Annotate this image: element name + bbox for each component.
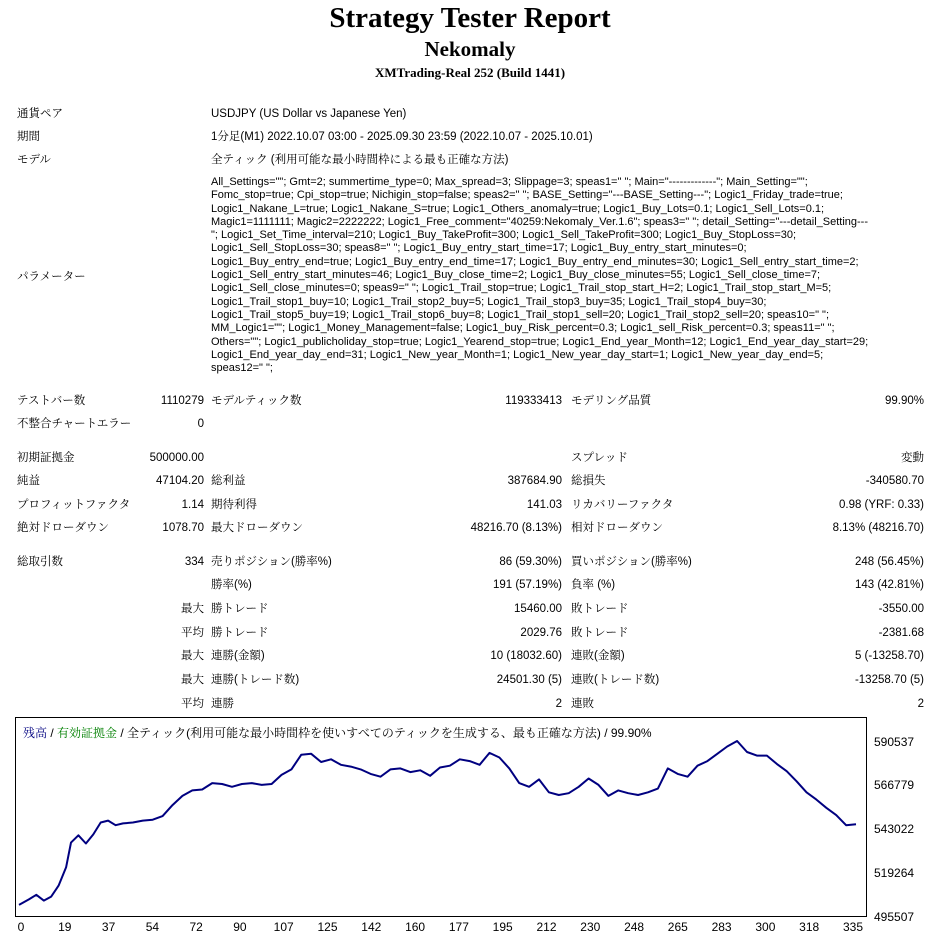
period-label: 期間 [17,131,40,143]
trades-label: 総取引数 [17,556,63,568]
max-win-label: 勝トレード [211,603,269,615]
y-tick-label: 566779 [874,778,915,792]
legend-model: / 全ティック(利用可能な最小時間枠を使いすべてのティックを生成する、最も正確な方法) / 99.90% [117,726,652,740]
gross-profit-label: 総利益 [211,475,246,487]
bars-value: 1110279 [160,395,204,407]
recovery-label: リカバリーファクタ [571,499,674,511]
x-tick-label: 0 [17,920,25,934]
long-value: 248 (56.45%) [854,556,924,568]
avg-consec-wins-label: 連勝 [211,698,234,710]
consec-wins-amt-value: 10 (18032.60) [490,650,562,662]
pair-label: 通貨ペア [17,108,63,120]
x-tick-label: 230 [580,920,601,934]
deposit-value: 500000.00 [149,452,204,464]
x-tick-label: 265 [667,920,688,934]
pf-value: 1.14 [181,499,204,511]
model-ticks-value: 119333413 [505,395,562,407]
max-prefix-2: 最大 [181,650,204,662]
x-tick-label: 335 [842,920,864,934]
consec-losses-amt-value: 5 (-13258.70) [854,650,924,662]
expected-value: 141.03 [526,499,562,511]
x-tick-label: 177 [448,920,469,934]
deposit-label: 初期証拠金 [17,452,75,464]
consec-loss-value: -13258.70 (5) [854,674,924,686]
params-label: パラメーター [17,271,86,283]
bars-label: テストバー数 [17,395,86,407]
spread-value: 変動 [901,452,924,464]
chart-plot [16,718,866,916]
consec-loss-label: 連敗(トレード数) [571,674,660,686]
abs-dd-value: 1078.70 [162,522,204,534]
period-value: 1分足(M1) 2022.10.07 03:00 - 2025.09.30 23:59 (2022.10.07 - 2025.10.01) [211,131,593,143]
avg-loss-label: 敗トレード [571,627,629,639]
model-label: モデル [17,154,51,166]
max-dd-label: 最大ドローダウン [211,522,303,534]
consec-losses-amt-label: 連敗(金額) [571,650,625,662]
balance-chart [15,717,867,917]
avg-win-label: 勝トレード [211,627,269,639]
recovery-value: 0.98 (YRF: 0.33) [838,499,924,511]
x-tick-label: 212 [536,920,557,934]
avg-prefix-1: 平均 [181,627,204,639]
max-win-value: 15460.00 [514,603,562,615]
y-tick-label: 543022 [874,822,915,836]
params-value: All_Settings=""; Gmt=2; summertime_type=0; Max_spread=3; Slippage=3; speas1=" "; Main="-------------"; Main_Setting=""; Fomc_stop=true; Cpi_stop=true; Nichigin_stop=false; speas2=" "; BASE_Setting="---BASE_Setting---"; Logic1_Friday_trade=true; Logic1_Nakane_L=true; Logic1_Nakane_S=true; Logic1_Others_anomaly=true; Logic1_Buy_Lots=0.1; Logic1_Sell_Lots=0.1; Magic1=1111111; Magic2=2222222; Logic1_Free_comment="40259:Nekomaly_Ver.1.6"; speas3=" "; detail_Setting="---detail_Setting--- "; Logic1_Set_Time_interval=210; Logic1_Buy_TakeProfit=300; Logic1_Sell_TakeProfit=300; Logic1_Buy_StopLoss=30; Logic1_Sell_StopLoss=30; speas8=" "; Logic1_Buy_entry_start_time=17; Logic1_Buy_entry_start_minutes=0; Logic1_Buy_entry_end=true; Logic1_Buy_entry_end_time=17; Logic1_Buy_entry_end_minutes=30; Logic1_Sell_entry_start_time=2; Logic1_Sell_entry_start_minutes=46; Logic1_Buy_close_time=2; Logic1_Buy_close_minutes=55; Logic1_Sell_close_time=7; Logic1_Sell_close_minutes=0; speas9=" "; Logic1_Trail_stop=true; Logic1_Trail_stop_start_H=2; Logic1_Trail_stop_start_M=5; Logic1_Trail_stop1_buy=10; Logic1_Trail_stop2_buy=5; Logic1_Trail_stop3_buy=35; Logic1_Trail_stop4_buy=30; Logic1_Trail_stop5_buy=19; Logic1_Trail_stop6_buy=8; Logic1_Trail_stop1_sell=20; Logic1_Trail_stop2_sell=20; speas10=" "; MM_Logic1=""; Logic1_Money_Management=false; Logic1_buy_Risk_percent=0.3; Logic1_sell_Risk_percent=0.3; speas11=" "; Others=""; Logic1_publicholiday_stop=true; Logic1_Yearend_stop=true; Logic1_End_year_Month=12; Logic1_End_year_day_start=29; Logic1_End_year_day_end=31; Logic1_New_year_Month=1; Logic1_New_year_day_start=1; Logic1_New_year_day_end=5; speas12=" "; [211,176,869,375]
x-tick-label: 107 [273,920,294,934]
x-tick-label: 125 [317,920,338,934]
rel-dd-value: 8.13% (48216.70) [832,522,924,534]
x-tick-label: 283 [711,920,732,934]
max-dd-value: 48216.70 (8.13%) [470,522,562,534]
expected-label: 期待利得 [211,499,257,511]
x-tick-label: 54 [145,920,160,934]
model-value: 全ティック (利用可能な最小時間枠による最も正確な方法) [211,154,509,166]
y-tick-label: 519264 [874,866,915,880]
quality-label: モデリング品質 [571,395,652,407]
win-rate-label: 勝率(%) [211,579,252,591]
max-prefix-1: 最大 [181,603,204,615]
legend-balance: 残高 [23,726,48,740]
long-label: 買いポジション(勝率%) [571,556,692,568]
x-tick-label: 90 [233,920,247,934]
gross-loss-label: 総損失 [571,475,606,487]
legend-equity: 有効証拠金 [57,726,118,740]
consec-profit-label: 連勝(トレード数) [211,674,300,686]
short-label: 売りポジション(勝率%) [211,556,332,568]
net-profit-value: 47104.20 [156,475,204,487]
avg-win-value: 2029.76 [520,627,562,639]
avg-consec-losses-value: 2 [917,698,924,710]
rel-dd-label: 相対ドローダウン [571,522,663,534]
mismatch-label: 不整合チャートエラー [17,418,132,430]
consec-wins-amt-label: 連勝(金額) [211,650,265,662]
x-tick-label: 318 [799,920,820,934]
max-loss-label: 敗トレード [571,603,629,615]
spread-label: スプレッド [571,452,628,464]
legend-separator: / [47,726,58,740]
x-tick-label: 160 [405,920,426,934]
avg-loss-value: -2381.68 [878,627,924,639]
gross-loss-value: -340580.70 [865,475,924,487]
avg-prefix-2: 平均 [181,698,204,710]
max-loss-value: -3550.00 [878,603,924,615]
pf-label: プロフィットファクタ [17,499,131,511]
balance-line-0 [19,741,856,905]
x-tick-label: 300 [755,920,776,934]
x-tick-label: 248 [624,920,645,934]
ea-name: Nekomaly [424,37,516,61]
loss-rate-value: 143 (42.81%) [854,579,924,591]
y-tick-label: 495507 [874,910,915,924]
net-profit-label: 純益 [17,475,40,487]
mismatch-value: 0 [197,418,204,430]
avg-consec-losses-label: 連敗 [571,698,594,710]
x-tick-label: 19 [58,920,72,934]
x-tick-label: 142 [361,920,382,934]
y-tick-label: 590537 [874,735,915,749]
pair-value: USDJPY (US Dollar vs Japanese Yen) [211,108,407,120]
x-tick-label: 72 [189,920,203,934]
x-tick-label: 195 [492,920,513,934]
quality-value: 99.90% [884,395,924,407]
loss-rate-label: 負率 (%) [571,579,616,591]
short-value: 86 (59.30%) [499,556,562,568]
chart-legend [23,724,652,741]
trades-value: 334 [184,556,204,568]
consec-profit-value: 24501.30 (5) [496,674,562,686]
x-tick-label: 37 [101,920,116,934]
gross-profit-value: 387684.90 [507,475,562,487]
server-name: XMTrading-Real 252 (Build 1441) [374,65,566,80]
win-rate-value: 191 (57.19%) [492,579,562,591]
abs-dd-label: 絶対ドローダウン [17,522,109,534]
avg-consec-wins-value: 2 [555,698,562,710]
model-ticks-label: モデルティック数 [211,395,302,407]
max-prefix-3: 最大 [181,674,204,686]
report-title: Strategy Tester Report [329,2,611,34]
